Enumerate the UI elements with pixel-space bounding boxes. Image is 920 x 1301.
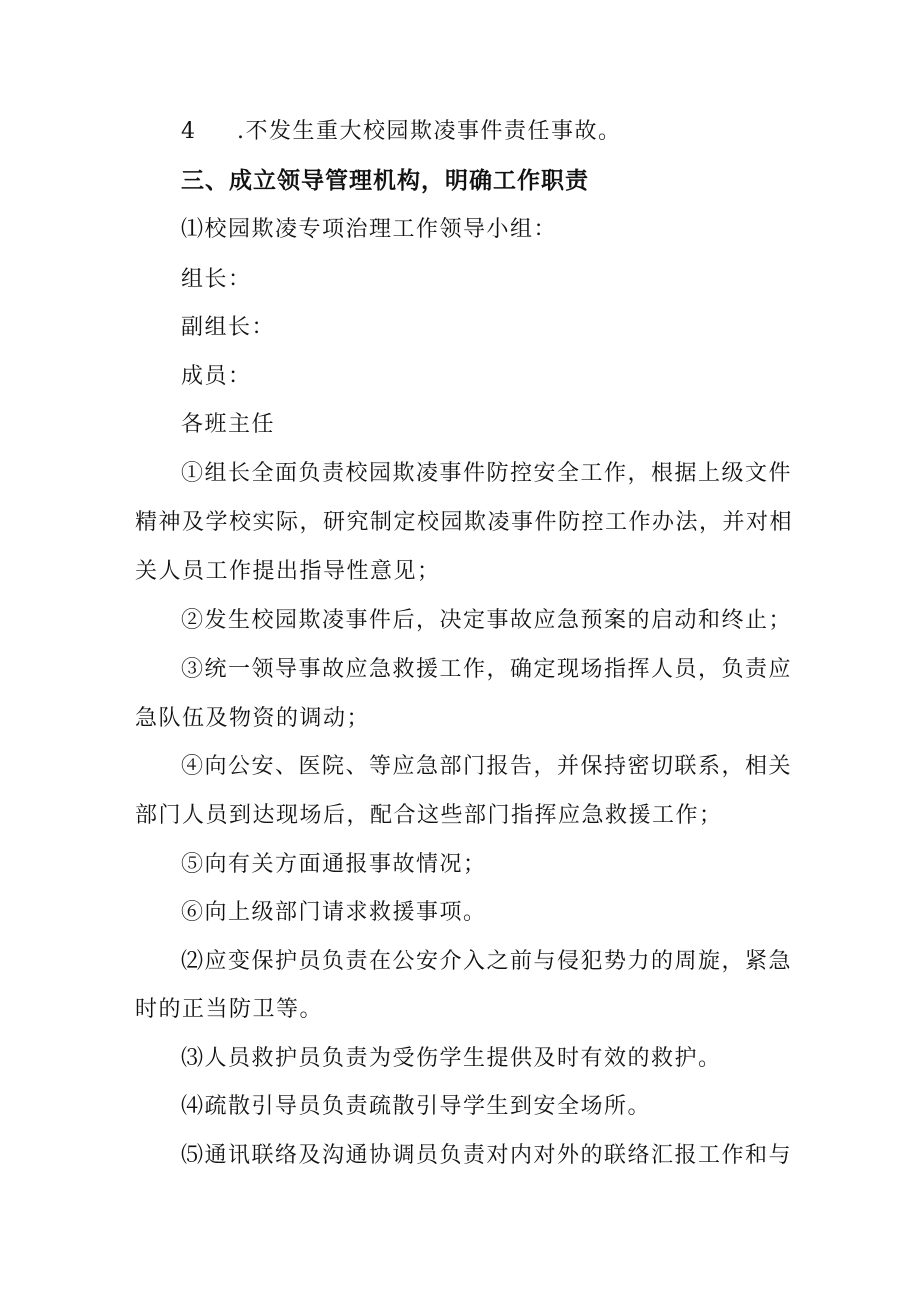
group-intro: ⑴校园欺凌专项治理工作领导小组： — [181, 217, 558, 242]
duty-1-line-2: 精神及学校实际，研究制定校园欺凌事件防控工作办法，并对相 — [135, 510, 794, 535]
duty-1-line-3: 关人员工作提出指导性意见； — [135, 559, 441, 584]
item-4-number: 4 — [181, 119, 197, 144]
duty-5: ⑤向有关方面通报事故情况； — [181, 852, 487, 877]
item-4b: ⑷疏散引导员负责疏散引导学生到安全场所。 — [181, 1094, 652, 1119]
item-4-text: .不发生重大校园欺凌事件责任事故。 — [237, 119, 622, 144]
deputy-label: 副组长： — [181, 315, 276, 340]
item-2-line-1: ⑵应变保护员负责在公安介入之前与侵犯势力的周旋，紧急 — [181, 949, 793, 974]
duty-4-line-1: ④向公安、医院、等应急部门报告，并保持密切联系，相关 — [181, 754, 793, 779]
members-label: 成员： — [181, 364, 252, 389]
class-teachers: 各班主任 — [181, 412, 276, 437]
duty-1-line-1: ①组长全面负责校园欺凌事件防控安全工作，根据上级文件 — [181, 461, 793, 486]
item-3: ⑶人员救护员负责为受伤学生提供及时有效的救护。 — [181, 1046, 722, 1071]
leader-label: 组长： — [181, 267, 252, 292]
item-5-line-1: ⑸通讯联络及沟通协调员负责对内对外的联络汇报工作和与 — [181, 1143, 793, 1168]
duty-3-line-1: ③统一领导事故应急救援工作，确定现场指挥人员，负责应 — [181, 657, 793, 682]
item-4 — [181, 117, 622, 147]
section-heading: 三、成立领导管理机构，明确工作职责 — [181, 168, 589, 194]
duty-3-line-2: 急队伍及物资的调动； — [135, 706, 371, 731]
duty-2: ②发生校园欺凌事件后，决定事故应急预案的启动和终止； — [181, 608, 793, 633]
item-2-line-2: 时的正当防卫等。 — [135, 997, 324, 1022]
duty-4-line-2: 部门人员到达现场后，配合这些部门指挥应急救援工作； — [135, 803, 723, 828]
duty-6: ⑥向上级部门请求救援事项。 — [181, 900, 487, 925]
